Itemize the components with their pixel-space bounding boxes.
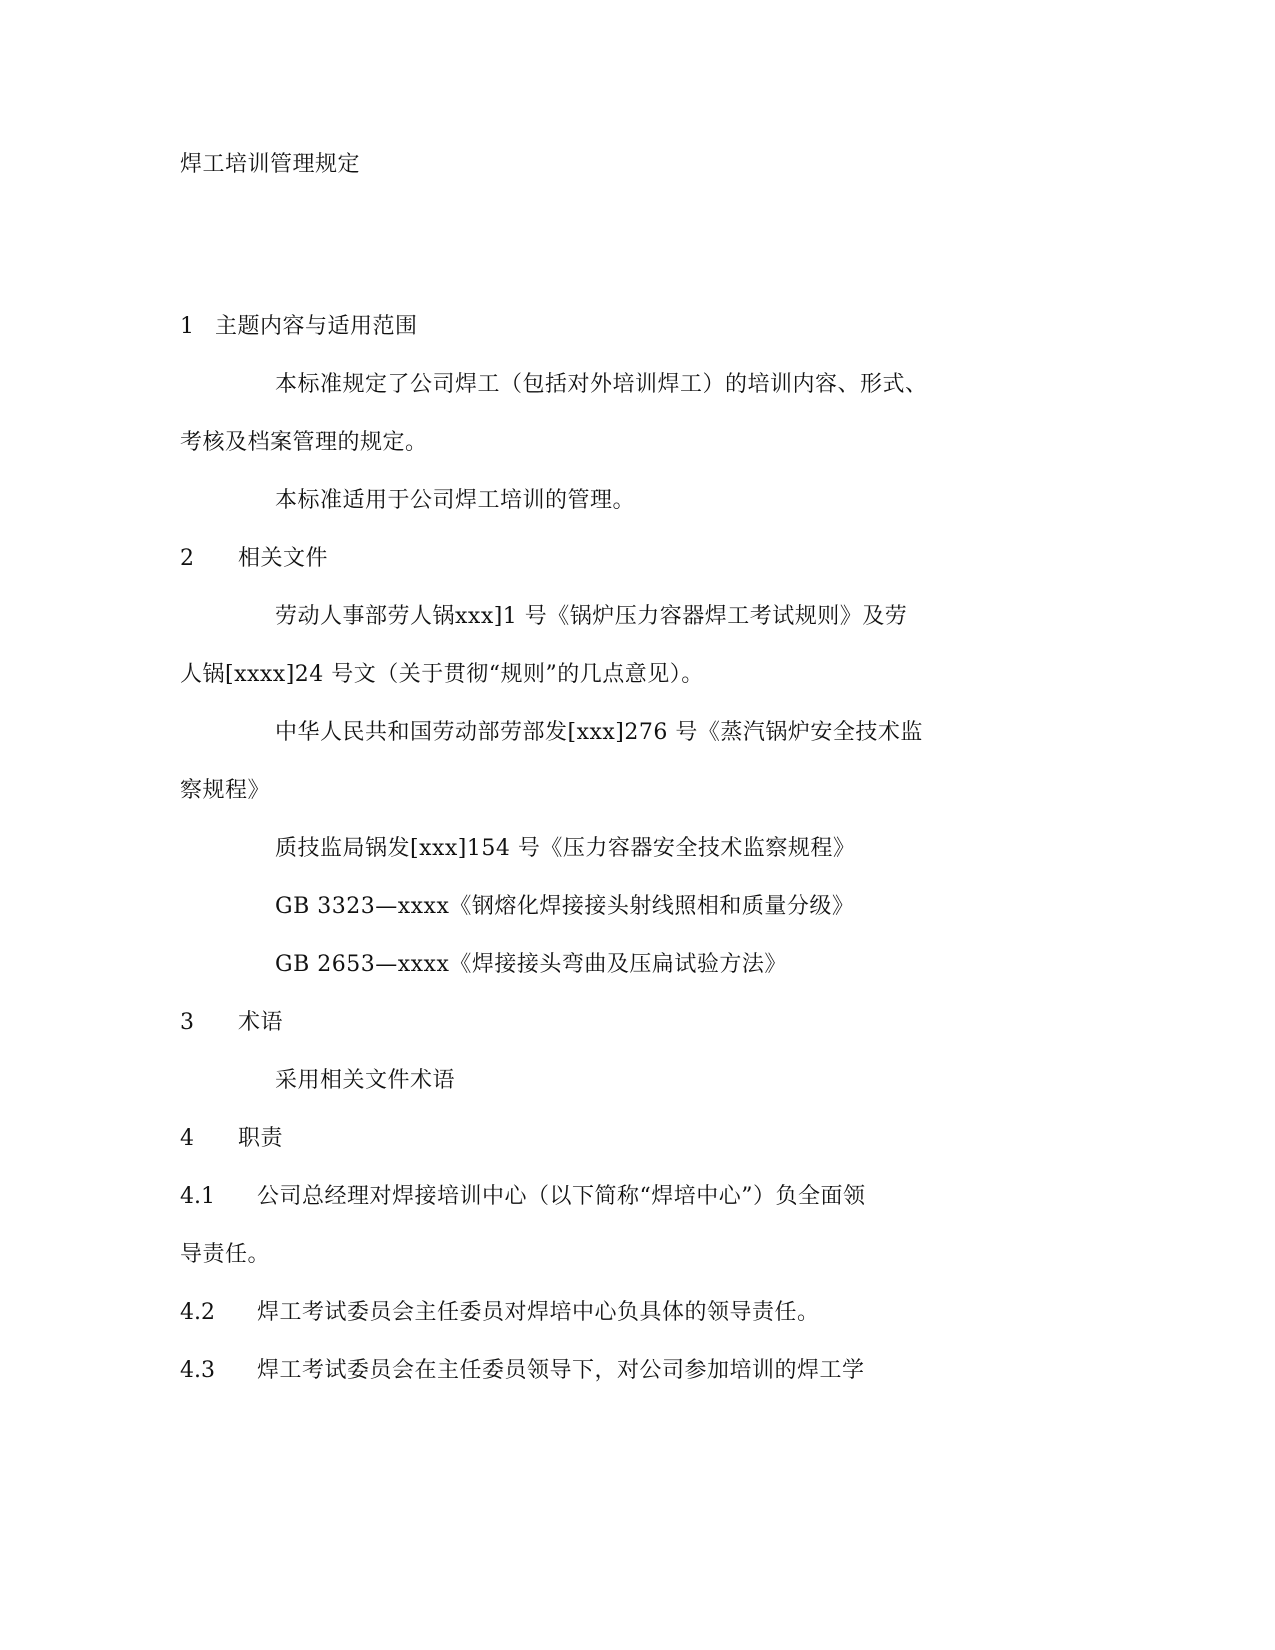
section-2-paragraph-1-continued: 人锅[xxxx]24 号文（关于贯彻“规则”的几点意见）。 [180,662,704,687]
section-3-paragraph-1: 采用相关文件术语 [275,1068,456,1093]
section-4-heading: 职责 [238,1126,284,1151]
document-title: 焊工培训管理规定 [180,152,361,177]
section-1-number: 1 [180,314,194,339]
item-4-3-number: 4.3 [180,1358,215,1383]
section-1-paragraph-1: 本标准规定了公司焊工（包括对外培训焊工）的培训内容、形式、 [275,372,928,397]
section-1-heading: 主题内容与适用范围 [215,314,418,339]
item-4-1-text: 公司总经理对焊接培训中心（以下简称“焊培中心”）负全面领 [257,1184,866,1209]
item-4-3-text: 焊工考试委员会在主任委员领导下，对公司参加培训的焊工学 [257,1358,865,1383]
section-3-number: 3 [180,1010,194,1035]
section-2-paragraph-3: 质技监局锅发[xxx]154 号《压力容器安全技术监察规程》 [275,836,856,861]
section-2-paragraph-1: 劳动人事部劳人锅xxx]1 号《锅炉压力容器焊工考试规则》及劳 [275,604,908,629]
section-1-paragraph-1-continued: 考核及档案管理的规定。 [180,430,428,455]
section-2-paragraph-2: 中华人民共和国劳动部劳部发[xxx]276 号《蒸汽锅炉安全技术监 [275,720,923,745]
section-1-paragraph-2: 本标准适用于公司焊工培训的管理。 [275,488,636,513]
item-4-2-text: 焊工考试委员会主任委员对焊培中心负具体的领导责任。 [257,1300,820,1325]
item-4-2-number: 4.2 [180,1300,215,1325]
section-2-paragraph-4: GB 3323—xxxx《钢熔化焊接接头射线照相和质量分级》 [275,894,855,919]
section-4-number: 4 [180,1126,194,1151]
item-4-1-continued: 导责任。 [180,1242,271,1267]
item-4-1-number: 4.1 [180,1184,215,1209]
section-2-paragraph-2-continued: 察规程》 [180,778,271,803]
section-2-heading: 相关文件 [238,546,329,571]
section-3-heading: 术语 [238,1010,284,1035]
section-2-paragraph-5: GB 2653—xxxx《焊接接头弯曲及压扁试验方法》 [275,952,787,977]
section-2-number: 2 [180,546,194,571]
